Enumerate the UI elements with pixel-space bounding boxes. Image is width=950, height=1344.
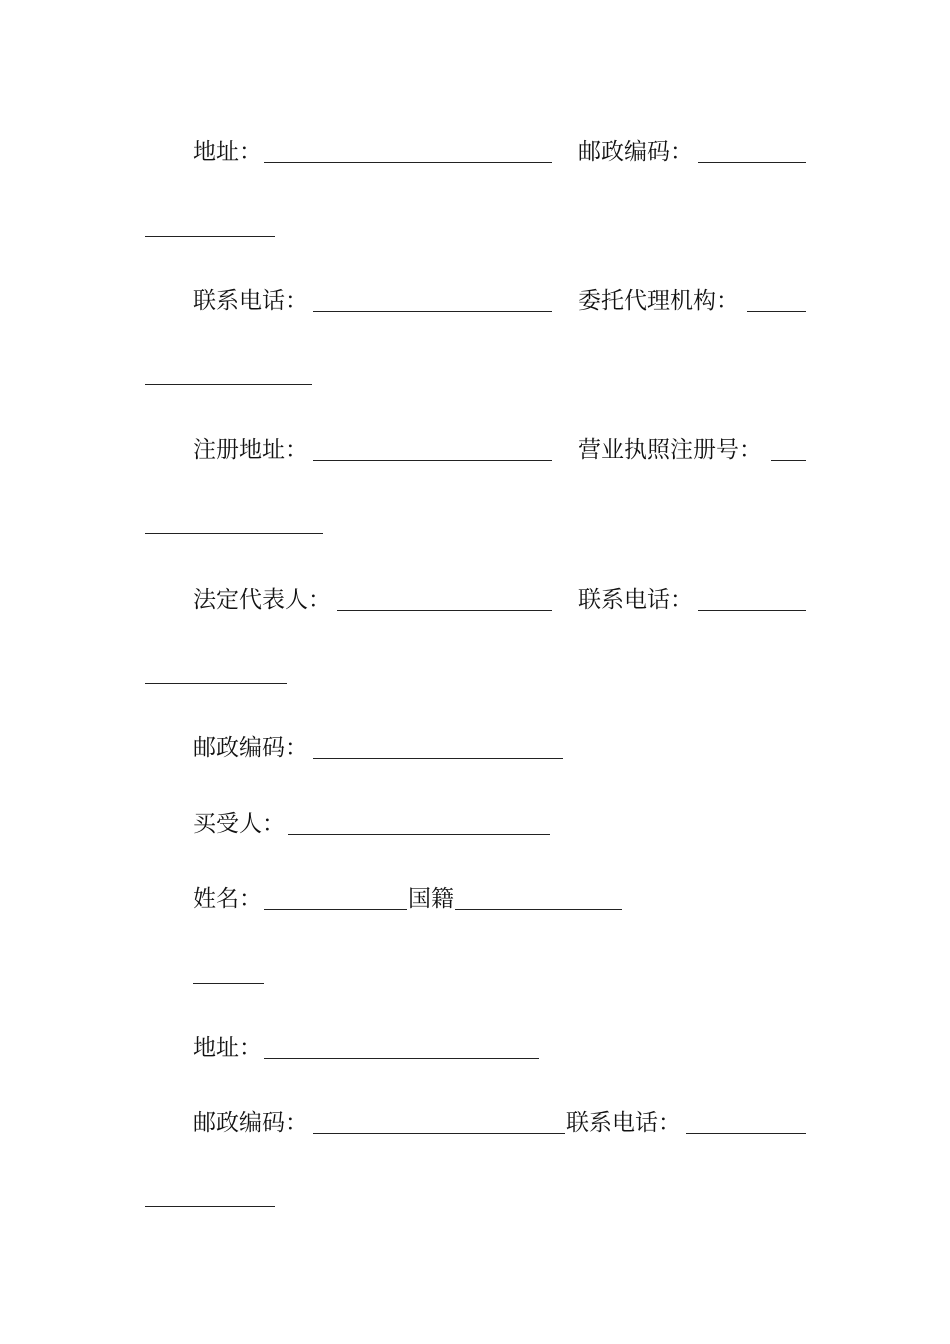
license-no-field[interactable] bbox=[771, 460, 806, 461]
buyer-phone-field-continued[interactable] bbox=[145, 1206, 275, 1207]
license-no-label: 营业执照注册号： bbox=[578, 437, 762, 463]
address-label: 地址： bbox=[193, 139, 262, 165]
buyer-nationality-label: 国籍 bbox=[408, 886, 454, 912]
buyer-postal-code-label: 邮政编码： bbox=[193, 1110, 308, 1136]
agent-field-continued[interactable] bbox=[145, 384, 312, 385]
reg-address-label: 注册地址： bbox=[193, 437, 308, 463]
buyer-address-label: 地址： bbox=[193, 1035, 262, 1061]
buyer-nationality-field[interactable] bbox=[455, 909, 622, 910]
reg-address-field[interactable] bbox=[313, 460, 552, 461]
legal-rep-label: 法定代表人： bbox=[193, 587, 331, 613]
agent-field[interactable] bbox=[747, 311, 806, 312]
buyer-title-field[interactable] bbox=[288, 834, 550, 835]
phone-field[interactable] bbox=[313, 311, 552, 312]
legal-rep-phone-field[interactable] bbox=[698, 610, 806, 611]
buyer-phone-label: 联系电话： bbox=[566, 1110, 681, 1136]
buyer-name-field[interactable] bbox=[264, 909, 407, 910]
buyer-name-label: 姓名： bbox=[193, 886, 262, 912]
legal-rep-phone-field-continued[interactable] bbox=[145, 683, 287, 684]
postal-code2-label: 邮政编码： bbox=[193, 735, 308, 761]
buyer-phone-field[interactable] bbox=[686, 1133, 806, 1134]
postal-code2-field[interactable] bbox=[313, 758, 563, 759]
agent-label: 委托代理机构： bbox=[578, 288, 739, 314]
postal-code-label: 邮政编码： bbox=[578, 139, 693, 165]
license-no-field-continued[interactable] bbox=[145, 533, 323, 534]
buyer-address-field[interactable] bbox=[264, 1058, 539, 1059]
phone-label: 联系电话： bbox=[193, 288, 308, 314]
buyer-postal-code-field[interactable] bbox=[313, 1133, 565, 1134]
address-field[interactable] bbox=[264, 162, 552, 163]
legal-rep-field[interactable] bbox=[337, 610, 552, 611]
postal-code-field[interactable] bbox=[698, 162, 806, 163]
buyer-nationality-field-continued[interactable] bbox=[193, 983, 264, 984]
buyer-title-label: 买受人： bbox=[193, 811, 285, 837]
legal-rep-phone-label: 联系电话： bbox=[578, 587, 693, 613]
postal-code-field-continued[interactable] bbox=[145, 236, 275, 237]
